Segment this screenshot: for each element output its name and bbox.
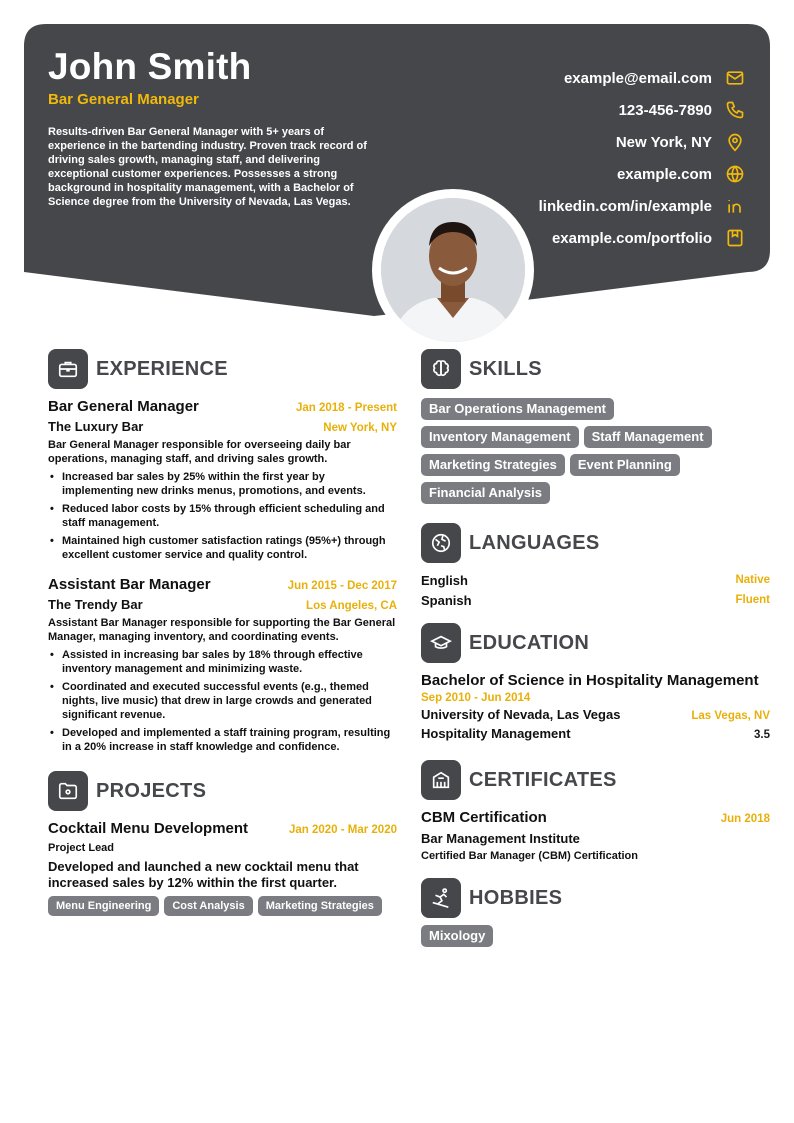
hobby-chip: Mixology: [421, 925, 493, 947]
skills-header: [421, 348, 770, 390]
location-icon: [724, 131, 746, 153]
education-entry: [421, 672, 770, 741]
experience-header: [48, 348, 397, 390]
email-icon: [724, 67, 746, 89]
job-description: Bar General Manager responsible for overseeing daily bar operations, managing staff, and driving sales growth.: [48, 439, 351, 465]
globe-icon: [724, 163, 746, 185]
contact-location: [539, 126, 746, 158]
languages-title: LANGUAGES: [469, 531, 600, 554]
profile-photo: [381, 198, 525, 342]
contact-website[interactable]: [539, 158, 746, 190]
skill-chip: Bar Operations Management: [421, 398, 614, 420]
achievement-item: • Developed and implemented a staff training program, resulting in a 20% increase in staff knowledge and confidence.: [48, 726, 397, 754]
job-description: Assistant Bar Manager responsible for supporting the Bar General Manager, managing inventory, and coordinating events.: [48, 617, 396, 643]
languages-list: [421, 570, 770, 610]
project-role: Project Lead: [48, 842, 115, 854]
graduation-cap-icon: [421, 623, 461, 663]
skills-list: [421, 398, 770, 510]
contact-email-text: example@email.com: [563, 69, 712, 87]
job-company: The Trendy Bar: [48, 597, 143, 612]
language-name: English: [421, 572, 468, 588]
experience-entry: [48, 576, 397, 754]
job-company: The Luxury Bar: [48, 419, 144, 434]
certificates-title: CERTIFICATES: [469, 768, 617, 791]
contact-list: [539, 62, 746, 254]
contact-portfolio[interactable]: [539, 222, 746, 254]
certificate-name: CBM Certification: [421, 809, 547, 826]
project-tag: Cost Analysis: [164, 896, 252, 916]
field-of-study: Hospitality Management: [421, 726, 571, 741]
hobbies-title: HOBBIES: [469, 886, 563, 909]
skill-chip: Marketing Strategies: [421, 454, 565, 476]
education-header: [421, 622, 770, 664]
skill-chip: Inventory Management: [421, 426, 579, 448]
languages-header: [421, 522, 770, 564]
skill-chip: Staff Management: [584, 426, 712, 448]
hobbies-header: [421, 877, 770, 919]
certificate-entry: [421, 809, 770, 863]
language-level: Native: [735, 574, 770, 586]
project-tags: [48, 896, 397, 922]
contact-portfolio-text: example.com/portfolio: [551, 229, 712, 247]
job-location: Los Angeles, CA: [306, 600, 397, 612]
experience-title: EXPERIENCE: [96, 357, 228, 380]
brain-icon: [421, 349, 461, 389]
language-row: [421, 570, 770, 590]
skills-title: SKILLS: [469, 357, 542, 380]
projects-title: PROJECTS: [96, 779, 207, 802]
hobbies-list: [421, 925, 770, 953]
contact-linkedin-text: linkedin.com/in/example: [538, 197, 712, 215]
language-level: Fluent: [735, 594, 770, 606]
project-tag: Menu Engineering: [48, 896, 159, 916]
certificate-issuer: Bar Management Institute: [421, 831, 580, 846]
job-location: New York, NY: [323, 422, 397, 434]
education-dates: Sep 2010 - Jun 2014: [421, 692, 531, 704]
candidate-name: John Smith: [48, 46, 252, 87]
project-name: Cocktail Menu Development: [48, 820, 249, 837]
skill-chip: Event Planning: [570, 454, 680, 476]
achievement-item: • Increased bar sales by 25% within the first year by implementing new drinks menus, promotions, and events.: [48, 470, 397, 498]
right-column: [421, 348, 770, 953]
skiing-icon: [421, 878, 461, 918]
school-location: Las Vegas, NV: [691, 710, 770, 722]
job-achievements: [48, 470, 397, 562]
job-position: Assistant Bar Manager: [48, 576, 211, 593]
globe-icon: [421, 523, 461, 563]
job-dates: Jan 2018 - Present: [295, 402, 397, 414]
education-title: EDUCATION: [469, 631, 590, 654]
achievement-item: • Maintained high customer satisfaction ratings (95%+) through excellent customer service and quality control.: [48, 534, 397, 562]
achievement-item: • Coordinated and executed successful events (e.g., themed nights, live music) that drew in large crowds and generated significant revenue.: [48, 680, 397, 722]
folder-icon: [48, 771, 88, 811]
left-column: [48, 348, 397, 922]
contact-linkedin[interactable]: [539, 190, 746, 222]
degree: Bachelor of Science in Hospitality Management: [421, 672, 759, 689]
certificate-date: Jun 2018: [720, 813, 770, 825]
briefcase-icon: [48, 349, 88, 389]
project-description: Developed and launched a new cocktail menu that increased sales by 12% within the first quarter.: [48, 859, 359, 890]
achievement-item: • Assisted in increasing bar sales by 18% through effective inventory management and minimizing waste.: [48, 648, 397, 676]
summary-text: Results-driven Bar General Manager with 5+ years of experience in the bartending industry. Proven track record of driving sales growth, managing staff, and delivering exceptional customer experiences. Possesses a strong background in hospitality management, with a Bachelor of Science degree from the University of Nevada, Las Vegas.: [48, 126, 367, 208]
school-name: University of Nevada, Las Vegas: [421, 707, 621, 722]
gpa: 3.5: [754, 729, 770, 741]
job-achievements: [48, 648, 397, 754]
language-row: [421, 590, 770, 610]
project-dates: Jan 2020 - Mar 2020: [288, 824, 397, 836]
certificates-header: [421, 759, 770, 801]
contact-phone-text: 123-456-7890: [618, 101, 712, 119]
experience-entry: [48, 398, 397, 562]
contact-phone[interactable]: [539, 94, 746, 126]
achievement-item: • Reduced labor costs by 15% through efficient scheduling and staff management.: [48, 502, 397, 530]
contact-website-text: example.com: [616, 165, 712, 183]
contact-location-text: New York, NY: [615, 133, 712, 151]
contact-email[interactable]: [539, 62, 746, 94]
skill-chip: Financial Analysis: [421, 482, 550, 504]
job-position: Bar General Manager: [48, 398, 199, 415]
projects-header: [48, 770, 397, 812]
linkedin-icon: [724, 195, 746, 217]
project-tag: Marketing Strategies: [258, 896, 382, 916]
institution-icon: [421, 760, 461, 800]
project-entry: [48, 820, 397, 922]
portfolio-icon: [724, 227, 746, 249]
job-dates: Jun 2015 - Dec 2017: [287, 580, 397, 592]
phone-icon: [724, 99, 746, 121]
language-name: Spanish: [421, 592, 472, 608]
certificate-detail: Certified Bar Manager (CBM) Certification: [421, 850, 638, 862]
candidate-title: Bar General Manager: [48, 91, 199, 108]
